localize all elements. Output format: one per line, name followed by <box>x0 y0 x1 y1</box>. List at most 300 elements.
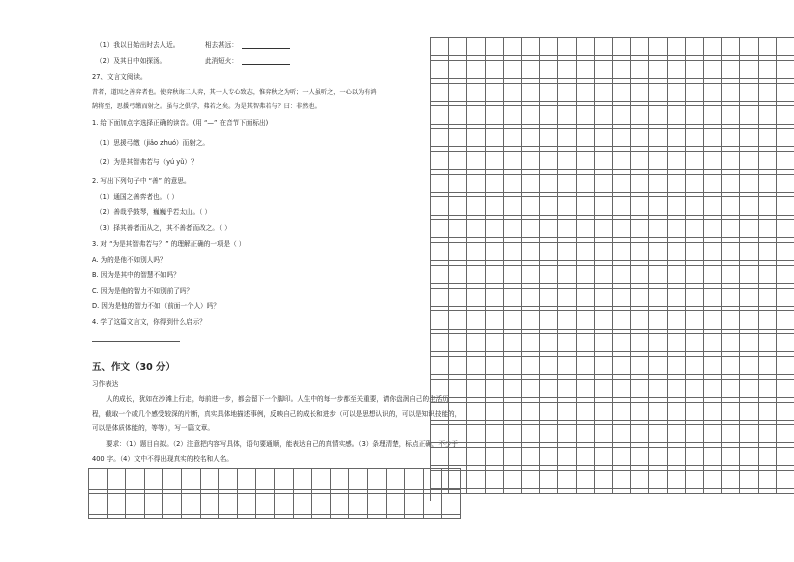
grid-cell[interactable] <box>368 469 387 490</box>
grid-cell[interactable] <box>613 61 631 79</box>
grid-cell[interactable] <box>238 494 257 515</box>
grid-cell[interactable] <box>740 380 758 398</box>
grid-cell[interactable] <box>504 106 522 124</box>
grid-cell[interactable] <box>613 311 631 329</box>
grid-cell[interactable] <box>595 289 613 307</box>
grid-cell[interactable] <box>238 469 257 490</box>
grid-cell[interactable] <box>649 243 667 261</box>
grid-cell[interactable] <box>740 403 758 421</box>
grid-cell[interactable] <box>649 334 667 352</box>
grid-cell[interactable] <box>740 243 758 261</box>
grid-cell[interactable] <box>759 220 777 238</box>
grid-cell[interactable] <box>486 289 504 307</box>
grid-cell[interactable] <box>686 106 704 124</box>
grid-cell[interactable] <box>740 38 758 56</box>
grid-cell[interactable] <box>668 357 686 375</box>
grid-cell[interactable] <box>686 266 704 284</box>
grid-cell[interactable] <box>449 357 467 375</box>
grid-cell[interactable] <box>449 380 467 398</box>
grid-cell[interactable] <box>540 243 558 261</box>
grid-cell[interactable] <box>540 334 558 352</box>
grid-cell[interactable] <box>467 425 485 443</box>
grid-cell[interactable] <box>294 494 313 515</box>
grid-cell[interactable] <box>613 425 631 443</box>
grid-cell[interactable] <box>449 334 467 352</box>
grid-cell[interactable] <box>777 197 794 215</box>
grid-cell[interactable] <box>256 494 275 515</box>
grid-cell[interactable] <box>704 106 722 124</box>
grid-cell[interactable] <box>613 84 631 102</box>
grid-cell[interactable] <box>540 311 558 329</box>
grid-cell[interactable] <box>668 106 686 124</box>
grid-cell[interactable] <box>649 448 667 466</box>
grid-cell[interactable] <box>331 494 350 515</box>
grid-cell[interactable] <box>522 266 540 284</box>
grid-cell[interactable] <box>777 471 794 489</box>
grid-cell[interactable] <box>722 152 740 170</box>
grid-cell[interactable] <box>577 380 595 398</box>
grid-cell[interactable] <box>649 84 667 102</box>
grid-cell[interactable] <box>577 84 595 102</box>
grid-cell[interactable] <box>631 61 649 79</box>
grid-cell[interactable] <box>522 197 540 215</box>
grid-cell[interactable] <box>595 448 613 466</box>
grid-cell[interactable] <box>467 380 485 398</box>
grid-cell[interactable] <box>467 289 485 307</box>
grid-cell[interactable] <box>722 175 740 193</box>
grid-cell[interactable] <box>349 469 368 490</box>
grid-cell[interactable] <box>431 84 449 102</box>
grid-cell[interactable] <box>540 471 558 489</box>
grid-cell[interactable] <box>613 357 631 375</box>
grid-cell[interactable] <box>449 197 467 215</box>
grid-cell[interactable] <box>740 106 758 124</box>
grid-cell[interactable] <box>777 403 794 421</box>
grid-cell[interactable] <box>504 425 522 443</box>
grid-cell[interactable] <box>558 334 576 352</box>
grid-cell[interactable] <box>577 357 595 375</box>
grid-cell[interactable] <box>686 403 704 421</box>
grid-cell[interactable] <box>740 266 758 284</box>
grid-cell[interactable] <box>668 266 686 284</box>
grid-cell[interactable] <box>431 425 449 443</box>
grid-cell[interactable] <box>759 311 777 329</box>
grid-cell[interactable] <box>777 334 794 352</box>
grid-cell[interactable] <box>558 106 576 124</box>
grid-cell[interactable] <box>467 84 485 102</box>
grid-cell[interactable] <box>275 494 294 515</box>
p4-answer-line[interactable] <box>92 341 180 342</box>
grid-cell[interactable] <box>759 471 777 489</box>
grid-cell[interactable] <box>631 357 649 375</box>
grid-cell[interactable] <box>486 152 504 170</box>
grid-cell[interactable] <box>540 357 558 375</box>
grid-cell[interactable] <box>449 106 467 124</box>
grid-cell[interactable] <box>467 175 485 193</box>
grid-cell[interactable] <box>759 38 777 56</box>
grid-cell[interactable] <box>704 220 722 238</box>
grid-cell[interactable] <box>686 334 704 352</box>
grid-cell[interactable] <box>145 469 164 490</box>
grid-cell[interactable] <box>631 220 649 238</box>
grid-cell[interactable] <box>504 266 522 284</box>
grid-cell[interactable] <box>686 84 704 102</box>
grid-cell[interactable] <box>722 220 740 238</box>
grid-cell[interactable] <box>777 289 794 307</box>
grid-cell[interactable] <box>431 220 449 238</box>
grid-cell[interactable] <box>108 469 127 490</box>
grid-cell[interactable] <box>740 311 758 329</box>
grid-cell[interactable] <box>504 289 522 307</box>
grid-cell[interactable] <box>668 403 686 421</box>
grid-cell[interactable] <box>595 334 613 352</box>
grid-cell[interactable] <box>486 266 504 284</box>
grid-cell[interactable] <box>631 334 649 352</box>
grid-cell[interactable] <box>486 129 504 147</box>
grid-cell[interactable] <box>558 84 576 102</box>
grid-cell[interactable] <box>540 197 558 215</box>
grid-cell[interactable] <box>486 403 504 421</box>
grid-cell[interactable] <box>467 403 485 421</box>
grid-cell[interactable] <box>595 175 613 193</box>
grid-cell[interactable] <box>740 197 758 215</box>
grid-cell[interactable] <box>613 152 631 170</box>
grid-cell[interactable] <box>108 494 127 515</box>
grid-cell[interactable] <box>759 84 777 102</box>
grid-cell[interactable] <box>504 311 522 329</box>
grid-cell[interactable] <box>558 311 576 329</box>
grid-cell[interactable] <box>686 243 704 261</box>
grid-cell[interactable] <box>777 380 794 398</box>
grid-cell[interactable] <box>540 61 558 79</box>
grid-cell[interactable] <box>540 380 558 398</box>
grid-cell[interactable] <box>595 152 613 170</box>
grid-cell[interactable] <box>722 38 740 56</box>
grid-cell[interactable] <box>467 448 485 466</box>
grid-cell[interactable] <box>722 266 740 284</box>
grid-cell[interactable] <box>558 129 576 147</box>
grid-cell[interactable] <box>522 471 540 489</box>
grid-cell[interactable] <box>649 425 667 443</box>
grid-cell[interactable] <box>759 175 777 193</box>
grid-cell[interactable] <box>540 38 558 56</box>
grid-cell[interactable] <box>486 425 504 443</box>
grid-cell[interactable] <box>759 357 777 375</box>
grid-cell[interactable] <box>704 243 722 261</box>
grid-cell[interactable] <box>704 84 722 102</box>
grid-cell[interactable] <box>613 403 631 421</box>
grid-cell[interactable] <box>540 266 558 284</box>
grid-cell[interactable] <box>759 61 777 79</box>
grid-cell[interactable] <box>504 243 522 261</box>
grid-cell[interactable] <box>595 425 613 443</box>
grid-cell[interactable] <box>486 334 504 352</box>
grid-cell[interactable] <box>467 38 485 56</box>
grid-cell[interactable] <box>613 266 631 284</box>
grid-cell[interactable] <box>740 220 758 238</box>
grid-cell[interactable] <box>759 425 777 443</box>
grid-cell[interactable] <box>759 129 777 147</box>
grid-cell[interactable] <box>504 152 522 170</box>
grid-cell[interactable] <box>577 334 595 352</box>
grid-cell[interactable] <box>777 220 794 238</box>
grid-cell[interactable] <box>704 175 722 193</box>
grid-cell[interactable] <box>668 471 686 489</box>
grid-cell[interactable] <box>631 289 649 307</box>
grid-cell[interactable] <box>613 220 631 238</box>
grid-cell[interactable] <box>777 311 794 329</box>
grid-cell[interactable] <box>759 289 777 307</box>
grid-cell[interactable] <box>668 311 686 329</box>
grid-cell[interactable] <box>759 266 777 284</box>
grid-cell[interactable] <box>722 61 740 79</box>
grid-cell[interactable] <box>613 334 631 352</box>
grid-cell[interactable] <box>649 289 667 307</box>
grid-cell[interactable] <box>577 61 595 79</box>
grid-cell[interactable] <box>431 129 449 147</box>
grid-cell[interactable] <box>522 38 540 56</box>
grid-cell[interactable] <box>312 494 331 515</box>
grid-cell[interactable] <box>722 243 740 261</box>
grid-cell[interactable] <box>759 197 777 215</box>
grid-cell[interactable] <box>686 448 704 466</box>
grid-cell[interactable] <box>649 38 667 56</box>
grid-cell[interactable] <box>668 129 686 147</box>
grid-cell[interactable] <box>449 220 467 238</box>
grid-cell[interactable] <box>613 106 631 124</box>
grid-cell[interactable] <box>577 106 595 124</box>
grid-cell[interactable] <box>704 38 722 56</box>
grid-cell[interactable] <box>504 61 522 79</box>
grid-cell[interactable] <box>368 494 387 515</box>
grid-cell[interactable] <box>540 129 558 147</box>
grid-cell[interactable] <box>540 106 558 124</box>
grid-cell[interactable] <box>631 403 649 421</box>
grid-cell[interactable] <box>486 84 504 102</box>
grid-cell[interactable] <box>522 243 540 261</box>
grid-cell[interactable] <box>595 243 613 261</box>
grid-cell[interactable] <box>431 197 449 215</box>
grid-cell[interactable] <box>759 152 777 170</box>
grid-cell[interactable] <box>558 425 576 443</box>
grid-cell[interactable] <box>595 403 613 421</box>
grid-cell[interactable] <box>522 357 540 375</box>
grid-cell[interactable] <box>649 220 667 238</box>
grid-cell[interactable] <box>577 38 595 56</box>
grid-cell[interactable] <box>668 197 686 215</box>
grid-cell[interactable] <box>777 84 794 102</box>
grid-cell[interactable] <box>504 84 522 102</box>
grid-cell[interactable] <box>649 129 667 147</box>
grid-cell[interactable] <box>740 61 758 79</box>
grid-cell[interactable] <box>740 425 758 443</box>
grid-cell[interactable] <box>504 448 522 466</box>
grid-cell[interactable] <box>777 243 794 261</box>
grid-cell[interactable] <box>686 311 704 329</box>
grid-cell[interactable] <box>349 494 368 515</box>
grid-cell[interactable] <box>486 38 504 56</box>
grid-cell[interactable] <box>577 471 595 489</box>
grid-cell[interactable] <box>504 471 522 489</box>
grid-cell[interactable] <box>522 289 540 307</box>
grid-cell[interactable] <box>668 334 686 352</box>
grid-cell[interactable] <box>722 311 740 329</box>
grid-cell[interactable] <box>522 84 540 102</box>
grid-cell[interactable] <box>740 289 758 307</box>
grid-cell[interactable] <box>163 494 182 515</box>
grid-cell[interactable] <box>613 197 631 215</box>
grid-cell[interactable] <box>522 175 540 193</box>
grid-cell[interactable] <box>577 129 595 147</box>
grid-cell[interactable] <box>704 129 722 147</box>
grid-cell[interactable] <box>595 84 613 102</box>
grid-cell[interactable] <box>558 266 576 284</box>
grid-cell[interactable] <box>577 175 595 193</box>
grid-cell[interactable] <box>613 243 631 261</box>
grid-cell[interactable] <box>759 243 777 261</box>
grid-cell[interactable] <box>595 106 613 124</box>
grid-cell[interactable] <box>540 220 558 238</box>
grid-cell[interactable] <box>163 469 182 490</box>
grid-cell[interactable] <box>631 266 649 284</box>
grid-cell[interactable] <box>740 448 758 466</box>
grid-cell[interactable] <box>668 243 686 261</box>
grid-cell[interactable] <box>522 220 540 238</box>
grid-cell[interactable] <box>522 448 540 466</box>
grid-cell[interactable] <box>486 471 504 489</box>
grid-cell[interactable] <box>405 494 424 515</box>
grid-cell[interactable] <box>577 243 595 261</box>
grid-cell[interactable] <box>486 106 504 124</box>
grid-cell[interactable] <box>686 220 704 238</box>
grid-cell[interactable] <box>449 425 467 443</box>
grid-cell[interactable] <box>449 61 467 79</box>
grid-cell[interactable] <box>722 129 740 147</box>
grid-cell[interactable] <box>722 334 740 352</box>
grid-cell[interactable] <box>431 175 449 193</box>
grid-cell[interactable] <box>777 357 794 375</box>
grid-cell[interactable] <box>704 448 722 466</box>
grid-cell[interactable] <box>126 469 145 490</box>
grid-cell[interactable] <box>704 425 722 443</box>
grid-cell[interactable] <box>740 334 758 352</box>
grid-cell[interactable] <box>759 448 777 466</box>
grid-cell[interactable] <box>558 175 576 193</box>
grid-cell[interactable] <box>504 197 522 215</box>
grid-cell[interactable] <box>631 380 649 398</box>
grid-cell[interactable] <box>704 403 722 421</box>
grid-cell[interactable] <box>431 334 449 352</box>
grid-cell[interactable] <box>668 175 686 193</box>
grid-cell[interactable] <box>686 425 704 443</box>
grid-cell[interactable] <box>740 152 758 170</box>
grid-cell[interactable] <box>558 403 576 421</box>
grid-cell[interactable] <box>449 175 467 193</box>
grid-cell[interactable] <box>777 129 794 147</box>
grid-cell[interactable] <box>522 61 540 79</box>
grid-cell[interactable] <box>431 243 449 261</box>
grid-cell[interactable] <box>631 38 649 56</box>
grid-cell[interactable] <box>449 84 467 102</box>
grid-cell[interactable] <box>522 334 540 352</box>
grid-cell[interactable] <box>182 494 201 515</box>
grid-cell[interactable] <box>467 129 485 147</box>
grid-cell[interactable] <box>467 334 485 352</box>
grid-cell[interactable] <box>522 403 540 421</box>
grid-cell[interactable] <box>777 152 794 170</box>
grid-cell[interactable] <box>686 197 704 215</box>
grid-cell[interactable] <box>219 469 238 490</box>
grid-cell[interactable] <box>595 61 613 79</box>
grid-cell[interactable] <box>331 469 350 490</box>
grid-cell[interactable] <box>449 311 467 329</box>
grid-cell[interactable] <box>431 152 449 170</box>
grid-cell[interactable] <box>759 106 777 124</box>
grid-cell[interactable] <box>704 61 722 79</box>
grid-cell[interactable] <box>722 106 740 124</box>
grid-cell[interactable] <box>558 243 576 261</box>
grid-cell[interactable] <box>486 311 504 329</box>
grid-cell[interactable] <box>740 129 758 147</box>
grid-cell[interactable] <box>577 448 595 466</box>
grid-cell[interactable] <box>467 311 485 329</box>
grid-cell[interactable] <box>431 448 449 466</box>
grid-cell[interactable] <box>668 448 686 466</box>
grid-cell[interactable] <box>595 38 613 56</box>
grid-cell[interactable] <box>577 197 595 215</box>
grid-cell[interactable] <box>522 129 540 147</box>
grid-cell[interactable] <box>449 448 467 466</box>
grid-cell[interactable] <box>704 266 722 284</box>
grid-cell[interactable] <box>777 175 794 193</box>
grid-cell[interactable] <box>486 197 504 215</box>
grid-cell[interactable] <box>613 448 631 466</box>
grid-cell[interactable] <box>631 197 649 215</box>
grid-cell[interactable] <box>431 403 449 421</box>
grid-cell[interactable] <box>686 152 704 170</box>
grid-cell[interactable] <box>449 152 467 170</box>
grid-cell[interactable] <box>704 334 722 352</box>
grid-cell[interactable] <box>631 106 649 124</box>
grid-cell[interactable] <box>449 129 467 147</box>
grid-cell[interactable] <box>558 61 576 79</box>
grid-cell[interactable] <box>219 494 238 515</box>
grid-cell[interactable] <box>613 289 631 307</box>
grid-cell[interactable] <box>387 494 406 515</box>
grid-cell[interactable] <box>722 289 740 307</box>
grid-cell[interactable] <box>704 152 722 170</box>
grid-cell[interactable] <box>722 425 740 443</box>
grid-cell[interactable] <box>631 152 649 170</box>
grid-cell[interactable] <box>504 38 522 56</box>
grid-cell[interactable] <box>540 84 558 102</box>
grid-cell[interactable] <box>668 380 686 398</box>
grid-cell[interactable] <box>704 357 722 375</box>
grid-cell[interactable] <box>558 152 576 170</box>
grid-cell[interactable] <box>449 471 467 489</box>
grid-cell[interactable] <box>558 471 576 489</box>
grid-cell[interactable] <box>431 380 449 398</box>
grid-cell[interactable] <box>631 84 649 102</box>
grid-cell[interactable] <box>558 220 576 238</box>
grid-cell[interactable] <box>577 266 595 284</box>
grid-cell[interactable] <box>631 425 649 443</box>
grid-cell[interactable] <box>704 471 722 489</box>
grid-cell[interactable] <box>777 266 794 284</box>
grid-cell[interactable] <box>649 175 667 193</box>
grid-cell[interactable] <box>722 84 740 102</box>
grid-cell[interactable] <box>201 469 220 490</box>
